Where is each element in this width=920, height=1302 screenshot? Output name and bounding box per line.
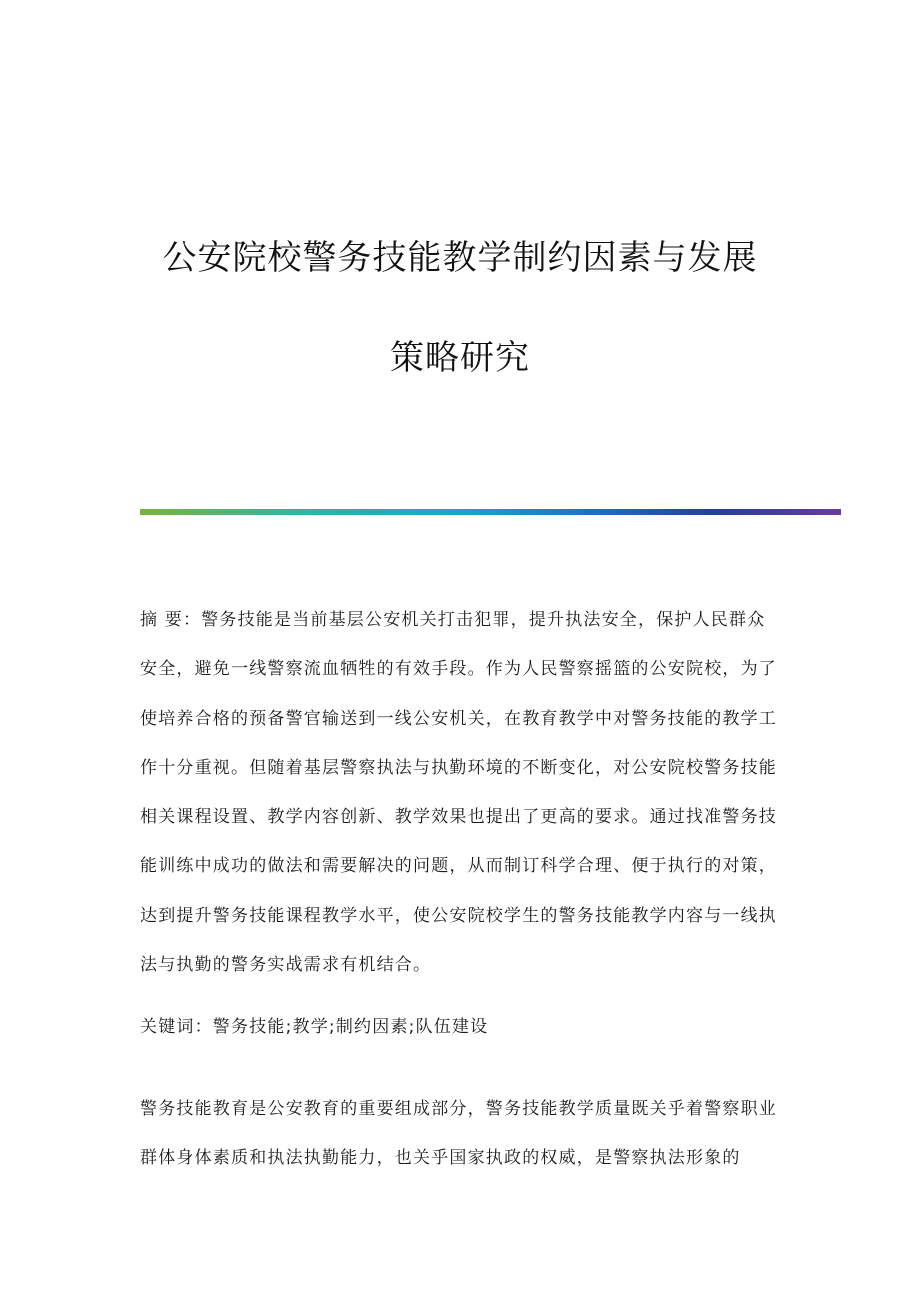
intro-paragraph: 警务技能教育是公安教育的重要组成部分，警务技能教学质量既关乎着警察职业群体身体素质和执法执勤能力，也关乎国家执政的权威，是警察执法形象的 bbox=[140, 1099, 777, 1169]
keywords-line: 关键词：警务技能;教学;制约因素;队伍建设 bbox=[140, 1017, 489, 1037]
title-divider bbox=[140, 509, 841, 515]
abstract-paragraph: 摘 要：警务技能是当前基层公安机关打击犯罪，提升执法安全，保护人民群众安全，避免一线警察流血牺牲的有效手段。作为人民警察摇篮的公安院校，为了使培养合格的预备警官输送到一线公安机关，在教育教学中对警务技能的教学工作十分重视。但随着基层警察执法与执勤环境的不断变化，对公安院校警务技能相关课程设置、教学内容创新、教学效果也提出了更高的要求。通过找准警务技能训练中成功的做法和需要解决的问题，从而制订科学合理、便于执行的对策，达到提升警务技能课程教学水平，使公安院校学生的警务技能教学内容与一线执法与执勤的警务实战需求有机结合。 bbox=[140, 610, 777, 976]
abstract-section bbox=[140, 596, 780, 990]
document-title-line-2: 策略研究 bbox=[390, 338, 530, 378]
document-title-line-1: 公安院校警务技能教学制约因素与发展 bbox=[162, 238, 758, 278]
intro-section bbox=[140, 1085, 780, 1184]
keywords-section bbox=[140, 1003, 780, 1052]
